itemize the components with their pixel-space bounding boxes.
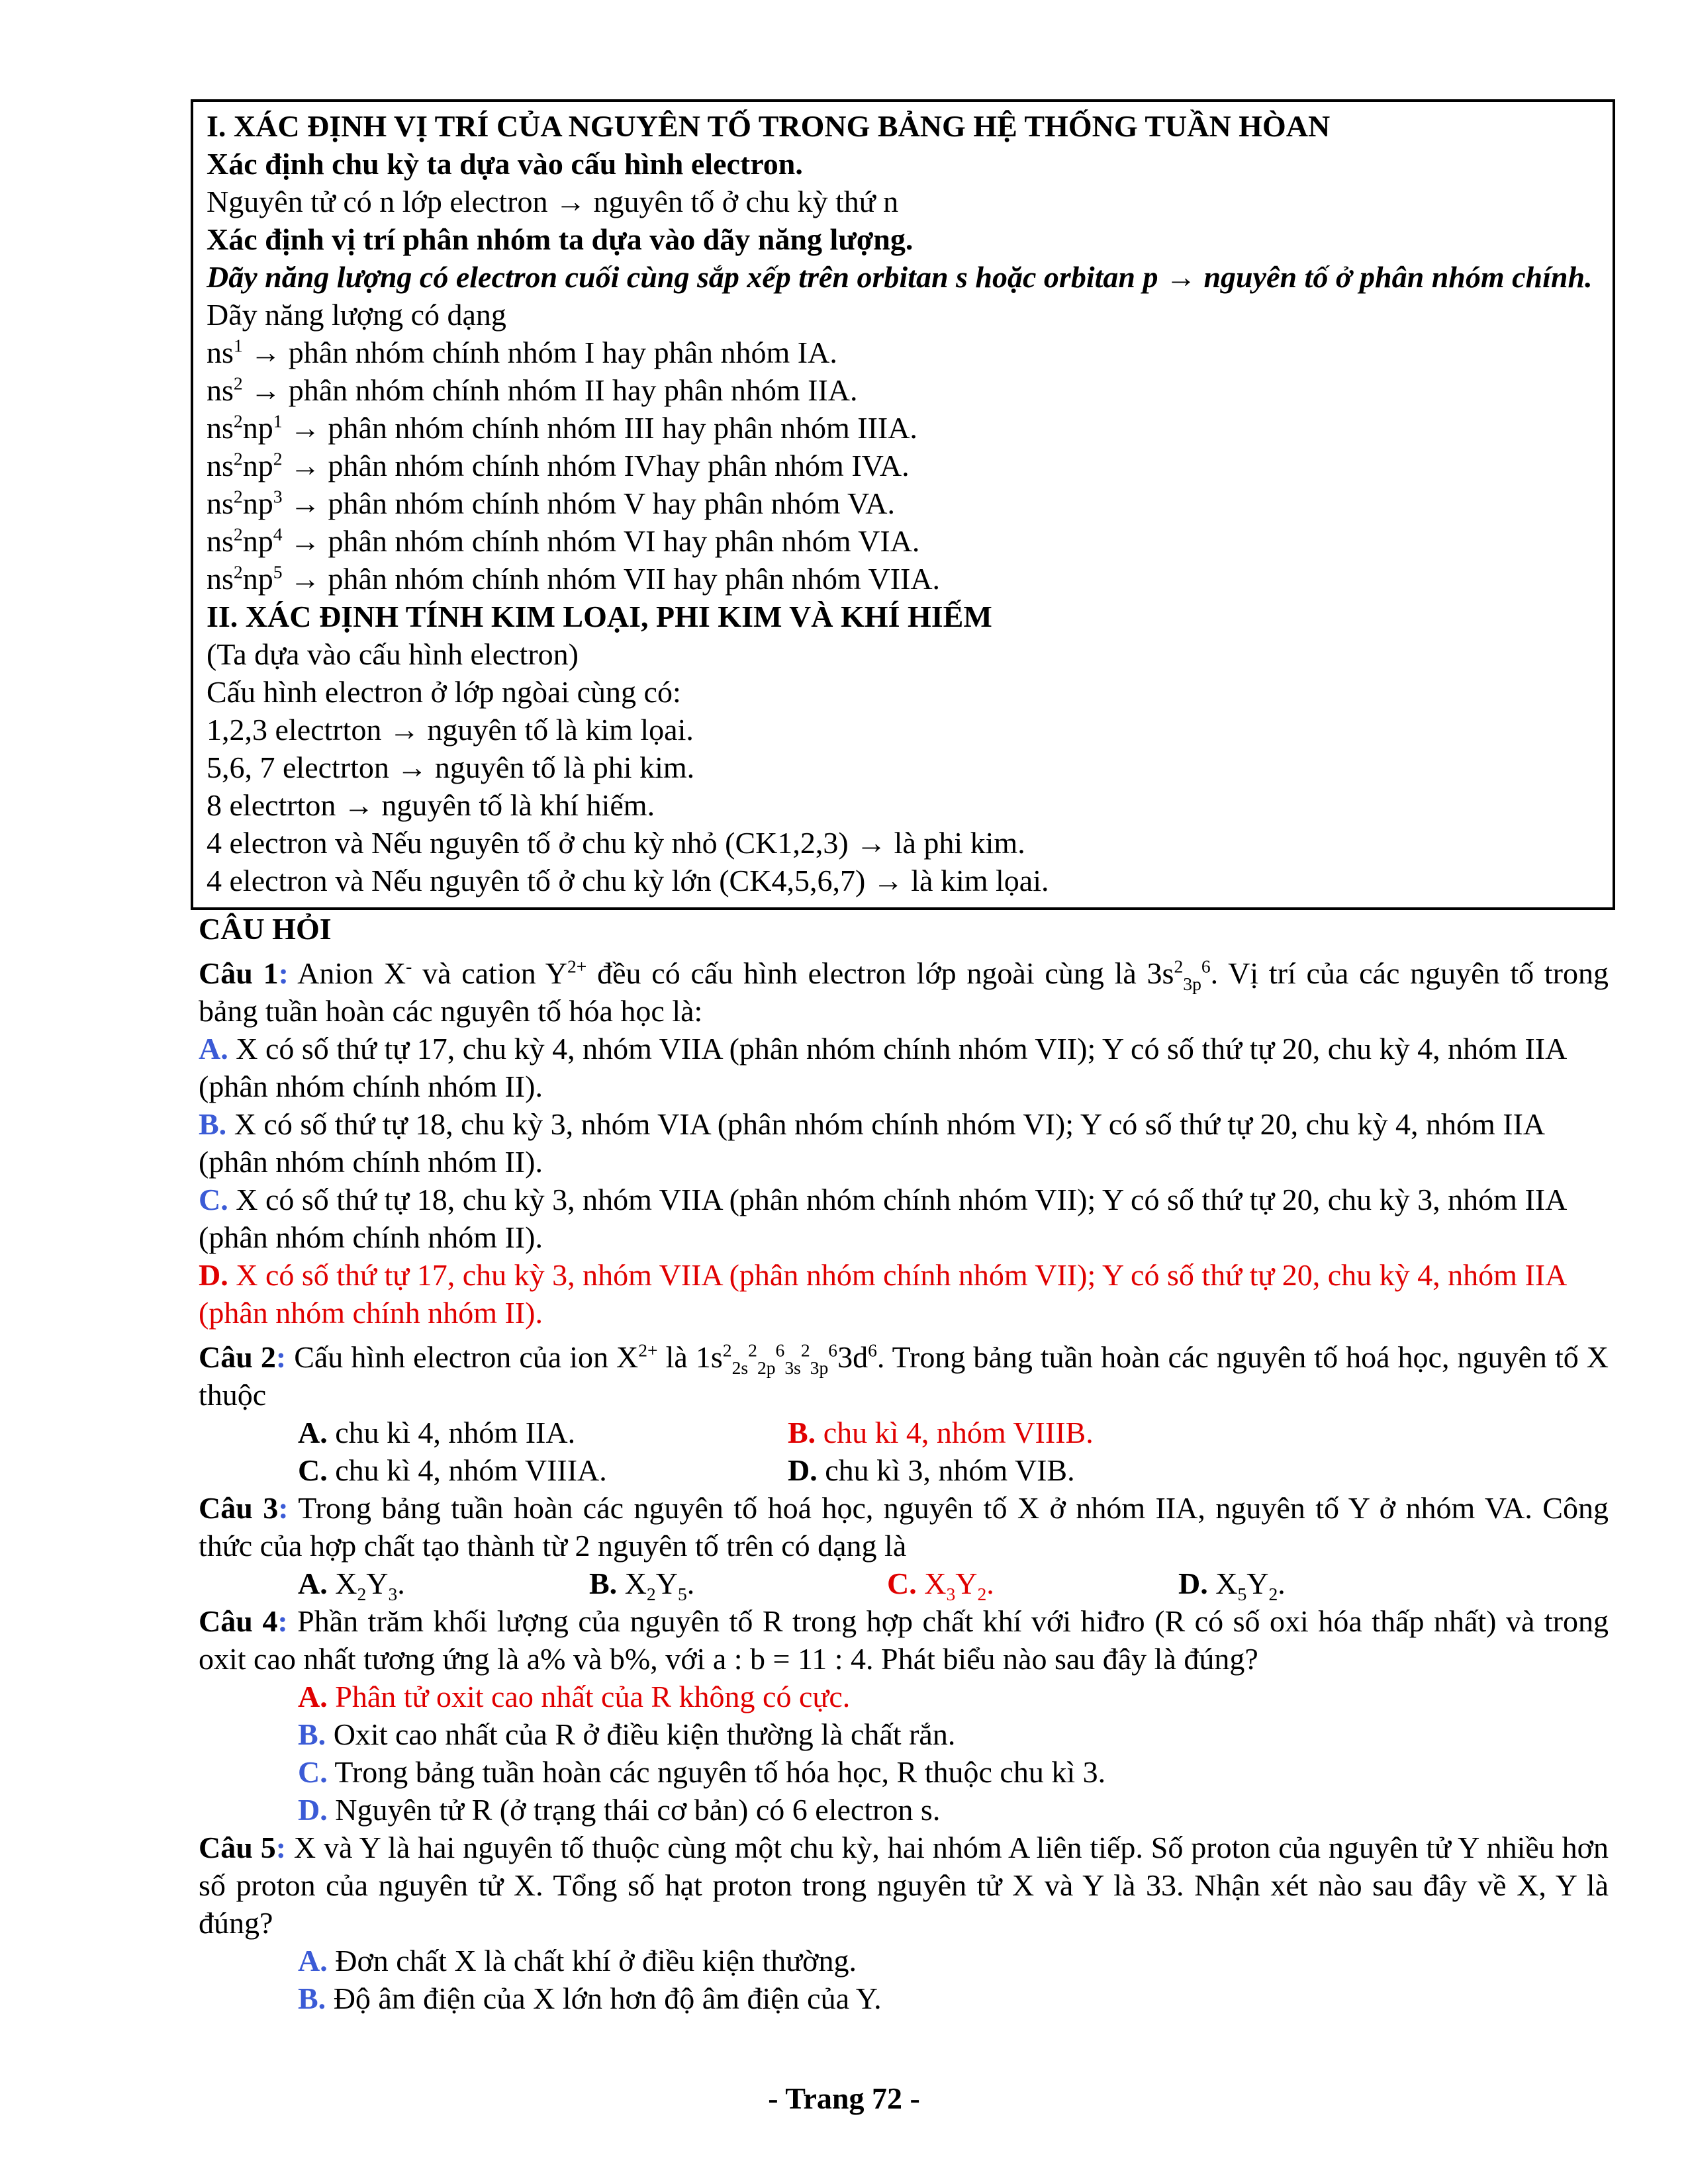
questions-title: CÂU HỎI	[199, 912, 332, 946]
answer-option[interactable]: A. $X_2Y_3$.	[298, 1567, 405, 1605]
config-line: $ns^2np^5$ → phân nhóm chính nhóm VII hay phân nhóm VIIA.	[207, 561, 941, 596]
theory-line: 8 electrton → nguyên tố là khí hiếm.	[207, 788, 655, 822]
question-2: Câu 2: Cấu hình electron của ion $X^{2+}$ là $1s^2_{2s}^2_{2p}^6_{3s}^2_{3p}^63d^6$. Trong bảng tuần hoàn các nguyên tố hoá học, nguyên tố X thuộc	[199, 1340, 1609, 1412]
config-line: $ns^1$ → phân nhóm chính nhóm I hay phân nhóm IA.	[207, 335, 837, 369]
theory-line: 4 electron và Nếu nguyên tố ở chu kỳ lớn (CK4,5,6,7) → là kim lọai.	[207, 864, 1049, 897]
answer-option-correct[interactable]: D. X có số thứ tự 17, chu kỳ 3, nhóm VIIA (phân nhóm chính nhóm VII); Y có số thứ tự 20, chu kỳ 4, nhóm IIA (phân nhóm chính nhóm II).	[199, 1258, 1566, 1330]
answer-option[interactable]: C. Trong bảng tuần hoàn các nguyên tố hóa học, R thuộc chu kì 3.	[298, 1755, 1106, 1789]
subheading-group: Xác định vị trí phân nhóm ta dựa vào dãy năng lượng.	[207, 222, 914, 256]
subheading-period: Xác định chu kỳ ta dựa vào cấu hình electron.	[207, 147, 803, 181]
answer-option[interactable]: D. chu kì 3, nhóm VIB.	[788, 1453, 1075, 1487]
answer-option[interactable]: D. Nguyên tử R (ở trạng thái cơ bản) có 6 electron s.	[298, 1793, 941, 1827]
answer-option[interactable]: A. chu kì 4, nhóm IIA.	[298, 1416, 576, 1449]
theory-box	[191, 99, 1615, 910]
theory-line: Cấu hình electron ở lớp ngòai cùng có:	[207, 675, 681, 709]
question-5: Câu 5: X và Y là hai nguyên tố thuộc cùng một chu kỳ, hai nhóm A liên tiếp. Số proton của nguyên tử Y nhiều hơn số proton của nguyên tử X. Tổng số hạt proton trong nguyên tử X và Y là 33. Nhận xét nào sau đây về X, Y là đúng?	[199, 1831, 1609, 1940]
options-row	[199, 1451, 1609, 1489]
italic-rule: Dãy năng lượng có electron cuối cùng sắp xếp trên orbitan s hoặc orbitan p → nguyên tố ở phân nhóm chính.	[207, 260, 1593, 294]
options-row	[199, 1414, 1609, 1451]
answer-option[interactable]: B. $X_2Y_5$.	[589, 1567, 695, 1605]
theory-line: Dãy năng lượng có dạng	[207, 298, 506, 332]
answer-option[interactable]: B. Oxit cao nhất của R ở điều kiện thường là chất rắn.	[298, 1717, 956, 1751]
answer-option[interactable]: A. Đơn chất X là chất khí ở điều kiện thường.	[298, 1944, 857, 1978]
question-1: Câu 1: Anion X- và cation $Y^{2+}$ đều có cấu hình electron lớp ngoài cùng là $3s^2_{3p}^6$. Vị trí của các nguyên tố trong bảng tuần hoàn các nguyên tố hóa học là:	[199, 956, 1609, 1028]
answer-option[interactable]: C. chu kì 4, nhóm VIIIA.	[298, 1453, 607, 1487]
section-heading-2: II. XÁC ĐỊNH TÍNH KIM LOẠI, PHI KIM VÀ KHÍ HIẾM	[207, 600, 992, 633]
theory-line: 5,6, 7 electrton → nguyên tố là phi kim.	[207, 751, 695, 784]
theory-line: 4 electron và Nếu nguyên tố ở chu kỳ nhỏ (CK1,2,3) → là phi kim.	[207, 826, 1025, 860]
theory-line: (Ta dựa vào cấu hình electron)	[207, 637, 579, 671]
answer-option[interactable]: B. X có số thứ tự 18, chu kỳ 3, nhóm VIA (phân nhóm chính nhóm VI); Y có số thứ tự 20, chu kỳ 4, nhóm IIA (phân nhóm chính nhóm II).	[199, 1107, 1544, 1179]
answer-option-correct[interactable]: B. chu kì 4, nhóm VIIIB.	[788, 1416, 1094, 1449]
answer-option[interactable]: A. X có số thứ tự 17, chu kỳ 4, nhóm VIIA (phân nhóm chính nhóm VII); Y có số thứ tự 20, chu kỳ 4, nhóm IIA (phân nhóm chính nhóm II).	[199, 1032, 1566, 1103]
config-line: $ns^2np^1$ → phân nhóm chính nhóm III hay phân nhóm IIIA.	[207, 410, 917, 445]
config-line: $ns^2np^3$ → phân nhóm chính nhóm V hay phân nhóm VA.	[207, 486, 896, 520]
answer-option[interactable]: B. Độ âm điện của X lớn hơn độ âm điện của Y.	[298, 1981, 882, 2015]
answer-option-correct[interactable]: A. Phân tử oxit cao nhất của R không có cực.	[298, 1680, 851, 1713]
answer-option-correct[interactable]: C. $X_3Y_2$.	[887, 1567, 994, 1605]
section-heading-1: I. XÁC ĐỊNH VỊ TRÍ CỦA NGUYÊN TỐ TRONG BẢNG HỆ THỐNG TUẦN HÒAN	[207, 109, 1331, 143]
question-3: Câu 3: Trong bảng tuần hoàn các nguyên tố hoá học, nguyên tố X ở nhóm IIA, nguyên tố Y ở nhóm VA. Công thức của hợp chất tạo thành từ 2 nguyên tố trên có dạng là	[199, 1491, 1609, 1563]
answer-option[interactable]: D. $X_5Y_2$.	[1178, 1567, 1286, 1605]
options-row	[199, 1565, 1609, 1605]
theory-line: 1,2,3 electrton → nguyên tố là kim lọai.	[207, 713, 694, 747]
answer-option[interactable]: C. X có số thứ tự 18, chu kỳ 3, nhóm VIIA (phân nhóm chính nhóm VII); Y có số thứ tự 20, chu kỳ 3, nhóm IIA (phân nhóm chính nhóm II).	[199, 1183, 1566, 1254]
theory-line: Nguyên tử có n lớp electron → nguyên tố ở chu kỳ thứ n	[207, 185, 899, 218]
config-line: $ns^2np^4$ → phân nhóm chính nhóm VI hay phân nhóm VIA.	[207, 523, 920, 558]
config-line: $ns^2$ → phân nhóm chính nhóm II hay phân nhóm IIA.	[207, 373, 858, 407]
question-4: Câu 4: Phần trăm khối lượng của nguyên tố R trong hợp chất khí với hiđro (R có số oxi hóa thấp nhất) và trong oxit cao nhất tương ứng là a% và b%, với a : b = 11 : 4. Phát biểu nào sau đây là đúng?	[199, 1604, 1609, 1676]
page-content	[199, 99, 1609, 2017]
config-line: $ns^2np^2$ → phân nhóm chính nhóm IVhay phân nhóm IVA.	[207, 448, 910, 482]
page-number: - Trang 72 -	[768, 2081, 920, 2115]
